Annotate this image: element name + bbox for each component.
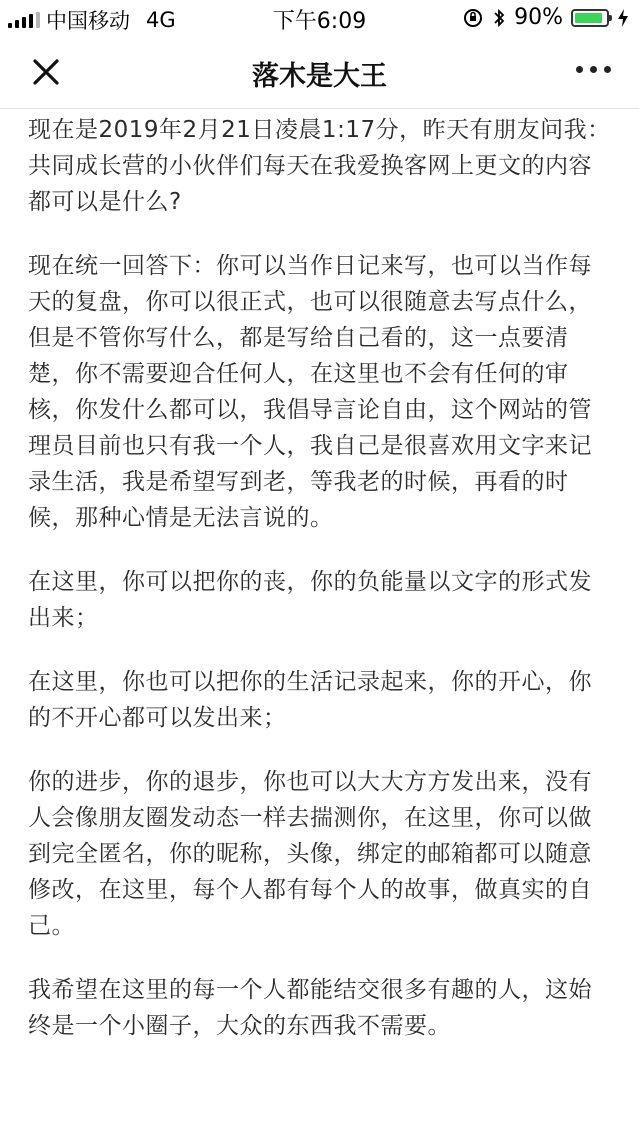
status-time: 下午6:09 [272, 9, 367, 34]
charging-icon [617, 8, 629, 28]
network-type: 4G [146, 8, 176, 32]
battery-icon [571, 9, 609, 27]
orientation-lock-icon [462, 7, 484, 29]
article-paragraph-1: 现在是2019年2月21日凌晨1:17分，昨天有朋友问我：共同成长营的小伙伴们每天在我爱换客网上更文的内容都可以是什么? [28, 117, 611, 215]
more-button[interactable] [576, 66, 611, 73]
status-bar [0, 0, 639, 36]
status-right [462, 5, 629, 30]
close-icon [28, 54, 64, 90]
article-paragraph-5: 你的进步，你的退步，你也可以大大方方发出来，没有人会像朋友圈发动态一样去揣测你，在这里，你可以做到完全匿名，你的昵称，头像，绑定的邮箱都可以随意修改，在这里，每个人都有每个人的故事，做真实的自己。 [28, 769, 592, 939]
battery-fill [575, 13, 602, 23]
nav-bar [0, 36, 639, 109]
article-paragraph-2: 现在统一回答下：你可以当作日记来写，也可以当作每天的复盘，你可以很正式，也可以很随意去写点什么，但是不管你写什么，都是写给自己看的，这一点要清楚，你不需要迎合任何人，在这里也不会有任何的审核，你发什么都可以，我倡导言论自由，这个网站的管理员目前也只有我一个人，我自己是很喜欢用文字来记录生活，我是希望写到老，等我老的时候，再看的时候，那种心情是无法言说的。 [28, 253, 592, 531]
close-button[interactable] [28, 54, 64, 90]
article-body [28, 112, 611, 1072]
bluetooth-icon [492, 7, 506, 29]
battery-percent: 90% [514, 5, 563, 30]
more-icon [576, 66, 583, 73]
page-title: 落木是大王 [252, 61, 387, 92]
carrier-label: 中国移动 [46, 9, 130, 33]
article-paragraph-3: 在这里，你可以把你的丧，你的负能量以文字的形式发出来； [28, 569, 592, 631]
article-paragraph-4: 在这里，你也可以把你的生活记录起来，你的开心，你的不开心都可以发出来； [28, 669, 592, 731]
article-paragraph-6: 我希望在这里的每一个人都能结交很多有趣的人，这始终是一个小圈子，大众的东西我不需要。 [28, 977, 592, 1039]
